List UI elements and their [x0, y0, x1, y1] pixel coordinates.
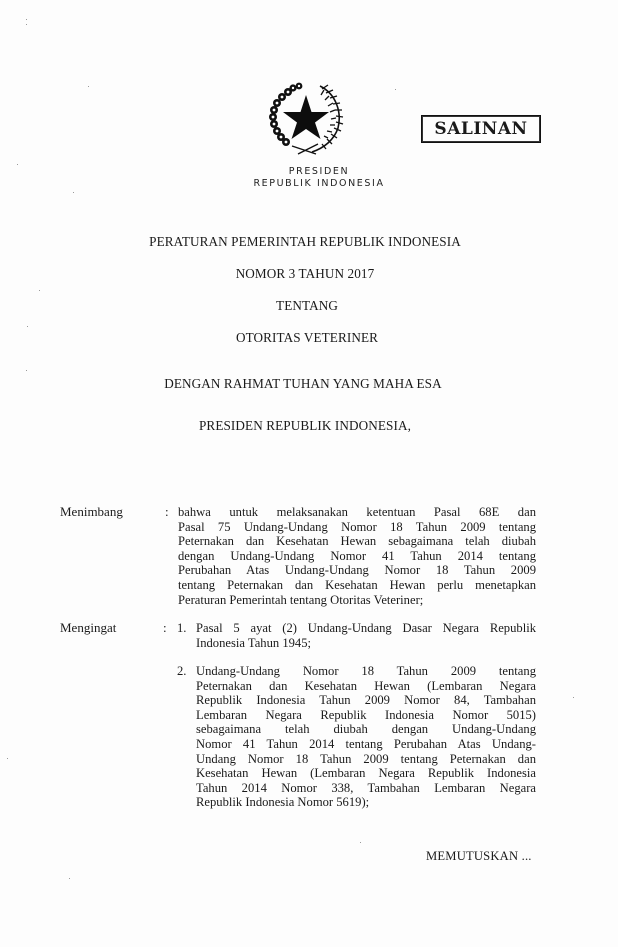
- invocation: DENGAN RAHMAT TUHAN YANG MAHA ESA: [164, 376, 442, 391]
- scan-speck: [26, 24, 27, 25]
- salinan-stamp: [421, 115, 541, 143]
- menimbang-line: Peraturan Pemerintah tentang Otoritas Veteriner;: [178, 592, 424, 607]
- scan-speck: [39, 290, 40, 291]
- mengingat-item-2-line: Peternakan dan Kesehatan Hewan (Lembaran Negara: [196, 678, 536, 693]
- scan-speck: [88, 86, 89, 87]
- menimbang-label: Menimbang: [60, 504, 123, 519]
- scan-speck: [7, 758, 8, 759]
- regulation-type-title: PERATURAN PEMERINTAH REPUBLIK INDONESIA: [149, 234, 461, 249]
- menimbang-line: bahwa untuk melaksanakan ketentuan Pasal 68E dan: [178, 505, 536, 519]
- menimbang-line: dengan Undang-Undang Nomor 41 Tahun 2014 tentang: [178, 548, 536, 563]
- menimbang-line: Peternakan dan Kesehatan Hewan sebagaimana telah diubah: [178, 534, 536, 549]
- mengingat-item-2-line: sebagaimana telah diubah dengan Undang-Undang: [196, 722, 536, 737]
- mengingat-item-1-number: 1.: [177, 621, 187, 635]
- scan-speck: [17, 164, 18, 165]
- continuation-catchword: MEMUTUSKAN ...: [426, 849, 532, 863]
- scan-speck: [360, 842, 361, 843]
- scan-speck: [69, 878, 70, 879]
- caption-republik-indonesia: REPUBLIK INDONESIA: [253, 178, 385, 189]
- menimbang-paragraph: [178, 505, 536, 607]
- presidential-emblem-icon: [258, 78, 354, 158]
- mengingat-item-2-line: Republik Indonesia Nomor 5619);: [196, 795, 370, 810]
- mengingat-label: Mengingat: [60, 620, 117, 635]
- menimbang-colon: :: [165, 504, 169, 519]
- mengingat-item-2-number: 2.: [177, 664, 187, 678]
- scan-speck: [395, 89, 396, 90]
- menimbang-line: Pasal 75 Undang-Undang Nomor 18 Tahun 2009 tentang: [178, 519, 536, 534]
- regulation-subject: OTORITAS VETERINER: [235, 330, 379, 345]
- mengingat-item-2-line: Undang-Undang Nomor 18 Tahun 2009 tentang: [196, 664, 536, 678]
- scan-speck: [73, 192, 74, 193]
- caption-presiden: PRESIDEN: [288, 166, 350, 177]
- mengingat-item-2-line: Undang Nomor 18 Tahun 2009 tentang Peternakan dan: [196, 751, 536, 766]
- mengingat-item-2-line: Nomor 41 Tahun 2014 tentang Perubahan Atas Undang-: [196, 736, 536, 751]
- authority-line: PRESIDEN REPUBLIK INDONESIA,: [199, 418, 411, 433]
- mengingat-item-2-line: Lembaran Negara Republik Indonesia Nomor 5015): [196, 707, 536, 722]
- menimbang-line: Perubahan Atas Undang-Undang Nomor 18 Tahun 2009: [178, 563, 536, 578]
- mengingat-item-2-line: Kesehatan Hewan (Lembaran Negara Republik Indonesia: [196, 766, 536, 781]
- mengingat-item-1-line: Indonesia Tahun 1945;: [196, 635, 312, 650]
- tentang-heading: TENTANG: [276, 298, 338, 313]
- mengingat-item-2-line: Tahun 2014 Nomor 338, Tambahan Lembaran Negara: [196, 780, 536, 795]
- scan-speck: [26, 370, 27, 371]
- salinan-stamp-label: SALINAN: [434, 119, 528, 139]
- menimbang-line: tentang Peternakan dan Kesehatan Hewan perlu menetapkan: [178, 577, 536, 592]
- scan-speck: [573, 697, 574, 698]
- mengingat-colon: :: [163, 620, 167, 635]
- mengingat-item-2-line: Republik Indonesia Tahun 2009 Nomor 84, Tambahan: [196, 693, 536, 708]
- regulation-number: NOMOR 3 TAHUN 2017: [235, 266, 375, 281]
- mengingat-item-1-line: Pasal 5 ayat (2) Undang-Undang Dasar Negara Republik: [196, 621, 536, 635]
- scan-speck: [26, 19, 27, 20]
- mengingat-item-1: [196, 621, 536, 650]
- mengingat-item-2: [196, 664, 536, 810]
- scan-speck: [27, 326, 28, 327]
